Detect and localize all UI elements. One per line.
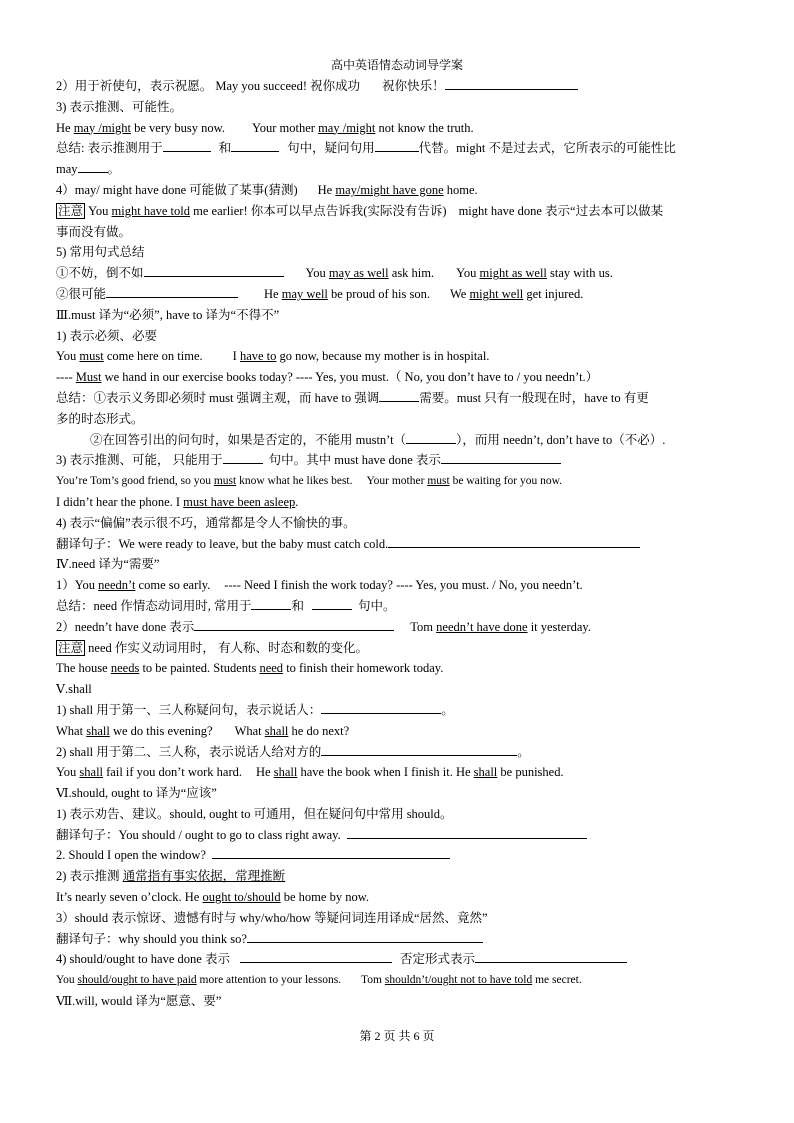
text: What <box>234 723 265 738</box>
line <box>56 346 746 367</box>
text: 3）should 表示惊讶、遗憾有时与 why/who/how 等疑问词连用译成“居然、竟然” <box>56 910 488 925</box>
text: come here on time. <box>103 349 203 364</box>
line <box>56 388 746 409</box>
line <box>56 97 746 118</box>
answer-blank[interactable] <box>312 597 352 610</box>
underlined-text: may/might have gone <box>335 182 444 197</box>
text: ②很可能 <box>56 286 107 301</box>
text: 总结: 表示推测用于 <box>56 141 163 156</box>
text: You <box>56 974 78 987</box>
text: 代替。might 不是过去式，它所表示的可能性比 <box>418 141 676 156</box>
underlined-text: ought to/should <box>202 890 281 905</box>
text: he do next? <box>288 723 350 738</box>
section-heading: 3) 表示推测、可能性。 <box>56 99 183 114</box>
answer-blank[interactable] <box>240 950 392 963</box>
answer-blank[interactable] <box>78 160 108 173</box>
underlined-text: shall <box>79 765 104 780</box>
answer-blank[interactable] <box>321 743 517 756</box>
note-label: 注意 <box>58 203 84 218</box>
underlined-text: may /might <box>73 120 131 135</box>
text: ---- Need I finish the work today? ---- Yes, you must. / No, you needn’t. <box>224 578 583 593</box>
line <box>56 305 746 326</box>
text: be punished. <box>497 765 564 780</box>
worksheet-body <box>56 76 746 1012</box>
text: 翻译句子：why should you think so? <box>56 931 247 946</box>
text: 2）needn’t have done 表示 <box>56 619 195 634</box>
text: not know the truth. <box>375 120 474 135</box>
line <box>56 783 746 804</box>
line <box>56 513 746 534</box>
line <box>56 326 746 347</box>
line <box>56 222 746 243</box>
underlined-text: should/ought to have paid <box>77 974 197 987</box>
text: It’s nearly seven o’clock. He <box>56 890 203 905</box>
line <box>56 804 746 825</box>
answer-blank[interactable] <box>223 451 263 464</box>
text: Your mother <box>366 475 428 488</box>
line <box>56 991 746 1012</box>
text: 1) shall 用于第一、三人称疑问句，表示说话人： <box>56 702 322 717</box>
answer-blank[interactable] <box>144 264 284 277</box>
section-heading: Ⅴ.shall <box>56 682 92 697</box>
text: 总结：①表示义务即必须时 must 强调主观，而 have to 强调 <box>56 390 380 405</box>
line <box>56 554 746 575</box>
line <box>56 762 746 783</box>
text: 句中，疑问句用 <box>287 141 375 156</box>
text: He <box>317 182 336 197</box>
answer-blank[interactable] <box>388 535 640 548</box>
text: 。 <box>441 702 454 717</box>
line <box>56 825 746 846</box>
text: 3) 表示推测、可能， 只能用于 <box>56 453 223 468</box>
text: 翻译句子：You should / ought to go to class right away. <box>56 827 341 842</box>
line <box>56 450 746 471</box>
underlined-text: might have told <box>111 203 191 218</box>
note-label: 注意 <box>58 640 84 655</box>
text: You <box>56 349 80 364</box>
text: He <box>264 286 282 301</box>
text: Your mother <box>251 120 319 135</box>
text: You’re Tom’s good friend, so you <box>56 475 214 488</box>
line <box>56 721 746 742</box>
line <box>56 970 746 991</box>
text: be home by now. <box>280 890 370 905</box>
section-heading: Ⅵ.should, ought to 译为“应该” <box>56 786 217 801</box>
text: I <box>232 349 240 364</box>
text: 。 <box>517 744 530 759</box>
answer-blank[interactable] <box>406 431 456 444</box>
line <box>56 908 746 929</box>
line <box>56 492 746 513</box>
line <box>56 638 746 659</box>
text: me secret. <box>532 974 582 987</box>
answer-blank[interactable] <box>106 285 238 298</box>
line <box>56 617 746 638</box>
line <box>56 180 746 201</box>
text: home. <box>443 182 478 197</box>
page-number: 第 2 页 共 6 页 <box>359 1029 435 1043</box>
text: What <box>56 723 87 738</box>
line <box>56 76 746 97</box>
text: 翻译句子：We were ready to leave, but the baby must catch cold. <box>56 536 389 551</box>
text: might have done 表示“过去本可以做某 <box>458 203 664 218</box>
section-heading: Ⅲ.must 译为“必须”, have to 译为“不得不” <box>56 307 280 322</box>
text: 和 <box>218 141 232 156</box>
line <box>56 534 746 555</box>
underlined-text: might well <box>469 286 524 301</box>
underlined-text: must <box>213 475 237 488</box>
underlined-text: shall <box>273 765 298 780</box>
text: go now, because my mother is in hospital. <box>276 349 490 364</box>
text: stay with us. <box>546 266 613 281</box>
section-heading: 1) 表示必须、必要 <box>56 328 158 343</box>
line <box>56 679 746 700</box>
text: You <box>456 266 480 281</box>
answer-blank[interactable] <box>251 597 291 610</box>
text: come so early. <box>135 578 211 593</box>
section-heading: Ⅶ.will, would 译为“愿意、要” <box>56 994 222 1009</box>
text: 总结：need 作情态动词用时, 常用于 <box>56 598 252 613</box>
answer-blank[interactable] <box>321 701 441 714</box>
underlined-text: must <box>427 475 450 488</box>
underlined-text: shall <box>86 723 110 738</box>
text: 1) 表示劝告、建议。should, ought to 可通用，但在疑问句中常用 should。 <box>56 806 453 821</box>
text: 1）You <box>56 578 99 593</box>
text: 。 <box>107 162 121 177</box>
text: He <box>56 120 74 135</box>
text: ---- <box>56 370 76 385</box>
text: to finish their homework today. <box>283 661 444 676</box>
section-heading: Ⅳ.need 译为“需要” <box>56 557 160 572</box>
line <box>56 658 746 679</box>
line <box>56 596 746 617</box>
section-heading: 4) 表示“偏偏”表示很不巧，通常都是令人不愉快的事。 <box>56 515 356 530</box>
text: 句中。其中 must have done 表示 <box>268 453 441 468</box>
text: 2) 表示推测 <box>56 869 123 884</box>
text: need 作实义动词用时， 有人称、时态和数的变化。 <box>85 640 368 655</box>
text: . <box>295 494 299 509</box>
text: get injured. <box>523 286 584 301</box>
underlined-text: shall <box>473 765 498 780</box>
line <box>56 866 746 887</box>
underlined-text: 通常指有事实依据，常理推断 <box>122 869 286 884</box>
text: to be painted. Students <box>139 661 260 676</box>
text: know what he likes best. <box>236 475 353 488</box>
line <box>56 284 746 305</box>
text: ②在回答引出的问句时，如果是否定的，不能用 mustn’t（ <box>90 432 407 447</box>
text: You <box>56 765 80 780</box>
line <box>56 201 746 222</box>
text: Tom <box>361 974 385 987</box>
text: more attention to your lessons. <box>196 974 342 987</box>
line <box>56 575 746 596</box>
answer-blank[interactable] <box>445 77 578 90</box>
text: we hand in our exercise books today? ---- Yes, you must.（ No, you don’t have to / you needn’t.） <box>101 370 599 385</box>
underlined-text: have to <box>239 349 277 364</box>
text: 需要。must 只有一般现在时，have to 有更 <box>419 390 649 405</box>
text: 祝你快乐！ <box>382 79 445 93</box>
underlined-text: may well <box>281 286 328 301</box>
text: 4）may/ might have done 可能做了某事(猜测) <box>56 182 298 197</box>
answer-blank[interactable] <box>475 950 627 963</box>
answer-blank[interactable] <box>194 618 394 631</box>
line <box>56 929 746 950</box>
text: 多的时态形式。 <box>56 411 144 426</box>
text: 2）用于祈使句，表示祝愿。 May you succeed! 祝你成功 <box>56 79 361 93</box>
underlined-text: shall <box>264 723 289 738</box>
text: 和 <box>291 598 304 613</box>
text: be very busy now. <box>131 120 225 135</box>
line <box>56 118 746 139</box>
answer-blank[interactable] <box>212 846 450 859</box>
text: 4) should/ought to have done 表示 <box>56 952 230 967</box>
underlined-text: shouldn’t/ought not to have told <box>384 974 533 987</box>
text: have the book when I finish it. He <box>297 765 474 780</box>
answer-blank[interactable] <box>163 139 211 152</box>
underlined-text: needn’t have done <box>436 619 528 634</box>
answer-blank[interactable] <box>231 139 279 152</box>
text: 事而没有做。 <box>56 224 132 239</box>
text: Tom <box>410 619 437 634</box>
underlined-text: Must <box>75 370 102 385</box>
line <box>56 887 746 908</box>
text: 否定形式表示 <box>399 952 475 967</box>
text: me earlier! 你本可以早点告诉我(实际没有告诉) <box>190 203 447 218</box>
text: ①不妨，倒不如 <box>56 266 144 281</box>
underlined-text: may /might <box>318 120 376 135</box>
text: 2) shall 用于第二、三人称，表示说话人给对方的 <box>56 744 322 759</box>
text: be proud of his son. <box>327 286 430 301</box>
underlined-text: may as well <box>328 266 389 281</box>
text: ask him. <box>388 266 435 281</box>
underlined-text: need <box>259 661 284 676</box>
answer-blank[interactable] <box>441 451 561 464</box>
text: We <box>449 286 470 301</box>
text: You <box>85 203 112 218</box>
line <box>56 242 746 263</box>
line <box>56 700 746 721</box>
line <box>56 742 746 763</box>
text: we do this evening? <box>109 723 213 738</box>
answer-blank[interactable] <box>347 826 587 839</box>
text: may <box>56 162 78 177</box>
underlined-text: must have been asleep <box>183 494 296 509</box>
line <box>56 263 746 284</box>
underlined-text: needn’t <box>98 578 136 593</box>
page-header: 高中英语情态动词导学案 <box>330 58 463 72</box>
underlined-text: must <box>79 349 104 364</box>
underlined-text: might as well <box>479 266 547 281</box>
text: You <box>305 266 329 281</box>
text: He <box>256 765 274 780</box>
answer-blank[interactable] <box>247 930 483 943</box>
section-heading: 5) 常用句式总结 <box>56 245 145 260</box>
line <box>56 409 746 430</box>
line <box>56 367 746 388</box>
text: fail if you don’t work hard. <box>103 765 242 780</box>
text: 2. Should I open the window? <box>56 848 206 863</box>
answer-blank[interactable] <box>375 139 419 152</box>
text: be waiting for you now. <box>449 475 563 488</box>
answer-blank[interactable] <box>379 389 419 402</box>
line <box>56 471 746 492</box>
line <box>56 159 746 180</box>
text: 句中。 <box>358 598 396 613</box>
line <box>56 949 746 970</box>
line <box>56 845 746 866</box>
line <box>56 430 746 451</box>
line <box>56 138 746 159</box>
text: I didn’t hear the phone. I <box>56 494 184 509</box>
text: it yesterday. <box>527 619 591 634</box>
text: ），而用 needn’t, don’t have to（不必）. <box>456 432 666 447</box>
text: The house <box>56 661 111 676</box>
underlined-text: needs <box>110 661 140 676</box>
